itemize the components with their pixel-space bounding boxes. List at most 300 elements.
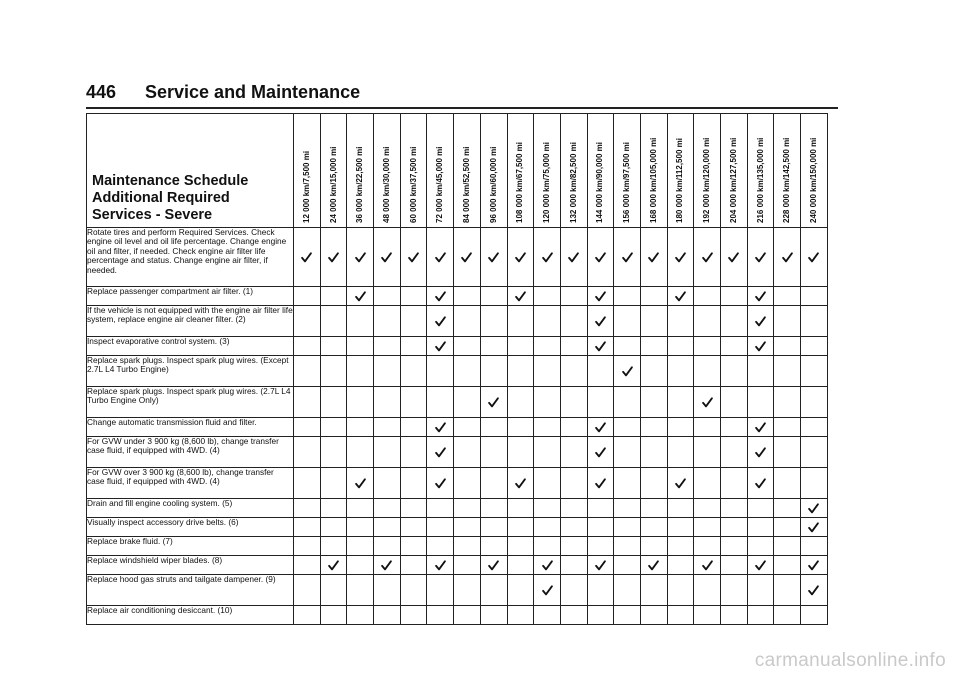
table-row [87, 228, 828, 287]
schedule-cell [427, 606, 454, 625]
schedule-cell [801, 606, 828, 625]
schedule-cell [534, 287, 561, 306]
schedule-cell [667, 306, 694, 337]
schedule-cell [320, 306, 347, 337]
schedule-cell [587, 437, 614, 468]
schedule-cell [614, 575, 641, 606]
table-row [87, 306, 828, 337]
schedule-cell [667, 387, 694, 418]
checkmark-icon [435, 478, 446, 489]
schedule-cell [560, 575, 587, 606]
schedule-cell [507, 306, 534, 337]
schedule-cell [480, 606, 507, 625]
schedule-cell [747, 556, 774, 575]
schedule-cell [427, 556, 454, 575]
schedule-cell [507, 518, 534, 537]
service-description: Change automatic transmission fluid and filter. [87, 418, 294, 437]
schedule-cell [294, 556, 321, 575]
schedule-cell [534, 437, 561, 468]
schedule-cell [694, 418, 721, 437]
schedule-cell [640, 556, 667, 575]
schedule-cell [747, 575, 774, 606]
schedule-cell [747, 537, 774, 556]
schedule-cell [801, 556, 828, 575]
schedule-cell [614, 306, 641, 337]
column-header-label: 48 000 km/30,000 mi [381, 146, 391, 223]
service-description: Replace windshield wiper blades. (8) [87, 556, 294, 575]
schedule-cell [640, 518, 667, 537]
schedule-cell [534, 537, 561, 556]
schedule-cell [801, 575, 828, 606]
schedule-cell [400, 306, 427, 337]
checkmark-icon [435, 316, 446, 327]
schedule-cell [534, 606, 561, 625]
checkmark-icon [755, 316, 766, 327]
schedule-cell [320, 575, 347, 606]
column-header [480, 114, 507, 228]
table-row [87, 337, 828, 356]
schedule-cell [347, 606, 374, 625]
schedule-cell [721, 418, 748, 437]
checkmark-icon [648, 252, 659, 263]
schedule-cell [427, 518, 454, 537]
schedule-cell [294, 575, 321, 606]
schedule-cell [747, 499, 774, 518]
schedule-cell [667, 537, 694, 556]
schedule-cell [374, 556, 401, 575]
schedule-cell [427, 387, 454, 418]
schedule-cell [454, 537, 481, 556]
checkmark-icon [808, 252, 819, 263]
schedule-cell [721, 306, 748, 337]
schedule-cell [427, 228, 454, 287]
schedule-cell [721, 228, 748, 287]
schedule-cell [427, 337, 454, 356]
schedule-cell [320, 556, 347, 575]
schedule-cell [694, 437, 721, 468]
schedule-cell [560, 437, 587, 468]
schedule-cell [587, 537, 614, 556]
service-description: Replace air conditioning desiccant. (10) [87, 606, 294, 625]
schedule-cell [294, 518, 321, 537]
schedule-cell [747, 468, 774, 499]
schedule-cell [534, 306, 561, 337]
schedule-cell [587, 556, 614, 575]
checkmark-icon [755, 478, 766, 489]
checkmark-icon [435, 447, 446, 458]
schedule-cell [400, 606, 427, 625]
schedule-cell [774, 387, 801, 418]
schedule-cell [801, 418, 828, 437]
schedule-cell [614, 518, 641, 537]
column-header-label: 96 000 km/60,000 mi [488, 146, 498, 223]
schedule-cell [721, 606, 748, 625]
schedule-cell [400, 287, 427, 306]
column-header [534, 114, 561, 228]
schedule-cell [507, 387, 534, 418]
schedule-cell [480, 356, 507, 387]
schedule-cell [721, 437, 748, 468]
checkmark-icon [435, 422, 446, 433]
schedule-cell [721, 468, 748, 499]
column-header [774, 114, 801, 228]
schedule-cell [587, 287, 614, 306]
schedule-cell [400, 387, 427, 418]
schedule-cell [320, 287, 347, 306]
column-header [721, 114, 748, 228]
table-row [87, 518, 828, 537]
schedule-cell [454, 606, 481, 625]
schedule-cell [721, 537, 748, 556]
schedule-cell [640, 356, 667, 387]
column-header-label: 204 000 km/127,500 mi [728, 137, 738, 223]
schedule-cell [587, 337, 614, 356]
schedule-cell [374, 228, 401, 287]
column-header [294, 114, 321, 228]
schedule-cell [614, 537, 641, 556]
schedule-cell [801, 356, 828, 387]
schedule-cell [320, 337, 347, 356]
schedule-cell [534, 418, 561, 437]
schedule-cell [507, 575, 534, 606]
schedule-cell [721, 556, 748, 575]
table-row [87, 356, 828, 387]
schedule-cell [320, 437, 347, 468]
schedule-cell [374, 356, 401, 387]
column-header-label: 12 000 km/7,500 mi [301, 150, 311, 223]
schedule-cell [667, 337, 694, 356]
schedule-cell [560, 228, 587, 287]
checkmark-icon [622, 366, 633, 377]
checkmark-icon [355, 291, 366, 302]
service-description: For GVW under 3 900 kg (8,600 lb), change transfer case fluid, if equipped with 4WD. (4) [87, 437, 294, 468]
schedule-cell [534, 499, 561, 518]
schedule-cell [347, 418, 374, 437]
schedule-cell [507, 337, 534, 356]
schedule-cell [454, 499, 481, 518]
watermark: carmanualsonline.info [754, 650, 946, 671]
schedule-cell [400, 556, 427, 575]
schedule-cell [614, 606, 641, 625]
schedule-cell [400, 228, 427, 287]
schedule-cell [454, 418, 481, 437]
checkmark-icon [568, 252, 579, 263]
schedule-cell [480, 287, 507, 306]
schedule-cell [534, 556, 561, 575]
schedule-cell [614, 228, 641, 287]
service-description: Replace brake fluid. (7) [87, 537, 294, 556]
column-header-label: 192 000 km/120,000 mi [702, 137, 712, 223]
checkmark-icon [515, 478, 526, 489]
checkmark-icon [515, 291, 526, 302]
checkmark-icon [542, 560, 553, 571]
column-header [560, 114, 587, 228]
schedule-cell [694, 556, 721, 575]
schedule-cell [454, 228, 481, 287]
checkmark-icon [595, 291, 606, 302]
schedule-cell [614, 437, 641, 468]
schedule-cell [374, 537, 401, 556]
schedule-cell [774, 337, 801, 356]
schedule-cell [427, 468, 454, 499]
table-row [87, 556, 828, 575]
schedule-cell [694, 387, 721, 418]
schedule-cell [747, 387, 774, 418]
checkmark-icon [488, 397, 499, 408]
schedule-cell [694, 287, 721, 306]
schedule-cell [801, 387, 828, 418]
schedule-cell [480, 437, 507, 468]
schedule-cell [747, 518, 774, 537]
schedule-cell [747, 337, 774, 356]
schedule-cell [667, 356, 694, 387]
schedule-cell [747, 606, 774, 625]
schedule-cell [480, 575, 507, 606]
schedule-cell [640, 468, 667, 499]
checkmark-icon [355, 252, 366, 263]
schedule-cell [374, 606, 401, 625]
checkmark-icon [595, 560, 606, 571]
schedule-cell [374, 575, 401, 606]
schedule-cell [294, 606, 321, 625]
table-title-line: Maintenance Schedule [92, 173, 249, 189]
column-header [454, 114, 481, 228]
checkmark-icon [595, 341, 606, 352]
schedule-cell [507, 437, 534, 468]
schedule-cell [534, 468, 561, 499]
schedule-cell [747, 287, 774, 306]
checkmark-icon [702, 252, 713, 263]
schedule-cell [374, 337, 401, 356]
schedule-cell [560, 418, 587, 437]
column-header [347, 114, 374, 228]
schedule-cell [560, 356, 587, 387]
checkmark-icon [488, 560, 499, 571]
schedule-cell [507, 499, 534, 518]
schedule-cell [640, 437, 667, 468]
checkmark-icon [755, 252, 766, 263]
schedule-cell [480, 499, 507, 518]
schedule-cell [640, 499, 667, 518]
schedule-cell [801, 468, 828, 499]
schedule-cell [454, 556, 481, 575]
schedule-cell [694, 518, 721, 537]
column-header-label: 168 000 km/105,000 mi [648, 137, 658, 223]
schedule-cell [347, 537, 374, 556]
schedule-cell [721, 575, 748, 606]
checkmark-icon [595, 422, 606, 433]
schedule-cell [454, 387, 481, 418]
schedule-cell [667, 228, 694, 287]
maintenance-schedule-table [86, 113, 828, 625]
column-header-label: 228 000 km/142,500 mi [782, 137, 792, 223]
schedule-cell [694, 606, 721, 625]
table-title [87, 114, 294, 228]
checkmark-icon [515, 252, 526, 263]
schedule-cell [640, 537, 667, 556]
schedule-cell [534, 356, 561, 387]
schedule-cell [640, 387, 667, 418]
schedule-cell [801, 518, 828, 537]
schedule-cell [534, 518, 561, 537]
column-header [640, 114, 667, 228]
schedule-cell [774, 575, 801, 606]
schedule-cell [774, 437, 801, 468]
schedule-cell [747, 418, 774, 437]
schedule-cell [667, 556, 694, 575]
column-header-label: 240 000 km/150,000 mi [808, 137, 818, 223]
checkmark-icon [648, 560, 659, 571]
schedule-cell [454, 575, 481, 606]
checkmark-icon [595, 252, 606, 263]
column-header-label: 60 000 km/37,500 mi [408, 146, 418, 223]
checkmark-icon [381, 560, 392, 571]
table-row [87, 387, 828, 418]
schedule-cell [294, 228, 321, 287]
checkmark-icon [702, 560, 713, 571]
schedule-cell [480, 518, 507, 537]
schedule-cell [374, 387, 401, 418]
schedule-cell [667, 287, 694, 306]
schedule-cell [560, 468, 587, 499]
service-description: Drain and fill engine cooling system. (5) [87, 499, 294, 518]
schedule-cell [294, 537, 321, 556]
schedule-cell [614, 387, 641, 418]
schedule-cell [374, 418, 401, 437]
checkmark-icon [702, 397, 713, 408]
schedule-cell [560, 306, 587, 337]
schedule-cell [774, 468, 801, 499]
schedule-cell [374, 518, 401, 537]
schedule-cell [747, 437, 774, 468]
schedule-cell [480, 337, 507, 356]
schedule-cell [534, 228, 561, 287]
schedule-cell [774, 356, 801, 387]
checkmark-icon [808, 560, 819, 571]
checkmark-icon [355, 478, 366, 489]
table-body [87, 228, 828, 625]
schedule-cell [374, 437, 401, 468]
table-row [87, 437, 828, 468]
checkmark-icon [408, 252, 419, 263]
table-row [87, 537, 828, 556]
column-header [694, 114, 721, 228]
schedule-cell [560, 556, 587, 575]
schedule-cell [640, 287, 667, 306]
schedule-cell [747, 306, 774, 337]
checkmark-icon [675, 291, 686, 302]
schedule-cell [294, 387, 321, 418]
schedule-cell [294, 337, 321, 356]
table-row [87, 575, 828, 606]
schedule-cell [667, 437, 694, 468]
schedule-cell [560, 337, 587, 356]
schedule-cell [614, 356, 641, 387]
checkmark-icon [755, 447, 766, 458]
schedule-cell [320, 356, 347, 387]
schedule-cell [587, 518, 614, 537]
schedule-cell [347, 499, 374, 518]
schedule-cell [560, 606, 587, 625]
schedule-cell [640, 575, 667, 606]
schedule-cell [694, 228, 721, 287]
schedule-cell [454, 468, 481, 499]
table-title-line: Additional Required [92, 190, 230, 206]
schedule-cell [427, 306, 454, 337]
schedule-cell [400, 418, 427, 437]
schedule-cell [694, 537, 721, 556]
schedule-cell [534, 337, 561, 356]
schedule-cell [400, 499, 427, 518]
checkmark-icon [328, 560, 339, 571]
column-header [587, 114, 614, 228]
checkmark-icon [595, 316, 606, 327]
schedule-cell [801, 337, 828, 356]
page-title: Service and Maintenance [145, 82, 361, 102]
checkmark-icon [675, 478, 686, 489]
checkmark-icon [595, 447, 606, 458]
schedule-cell [427, 575, 454, 606]
column-header [747, 114, 774, 228]
schedule-cell [294, 437, 321, 468]
schedule-cell [667, 575, 694, 606]
checkmark-icon [595, 478, 606, 489]
column-header-label: 144 000 km/90,000 mi [595, 142, 605, 223]
checkmark-icon [728, 252, 739, 263]
column-header-label: 180 000 km/112,500 mi [675, 138, 685, 223]
schedule-cell [667, 418, 694, 437]
schedule-cell [721, 287, 748, 306]
schedule-cell [480, 387, 507, 418]
schedule-cell [560, 499, 587, 518]
schedule-cell [587, 356, 614, 387]
column-header [400, 114, 427, 228]
schedule-cell [347, 356, 374, 387]
schedule-cell [721, 518, 748, 537]
schedule-cell [614, 468, 641, 499]
schedule-cell [694, 468, 721, 499]
schedule-cell [294, 499, 321, 518]
column-header-label: 36 000 km/22,500 mi [355, 146, 365, 223]
schedule-cell [507, 287, 534, 306]
schedule-cell [747, 228, 774, 287]
schedule-cell [454, 287, 481, 306]
schedule-cell [347, 306, 374, 337]
schedule-cell [694, 306, 721, 337]
schedule-cell [587, 499, 614, 518]
schedule-cell [320, 537, 347, 556]
schedule-cell [614, 418, 641, 437]
schedule-cell [427, 356, 454, 387]
schedule-cell [667, 468, 694, 499]
schedule-cell [774, 606, 801, 625]
schedule-cell [587, 575, 614, 606]
schedule-cell [614, 337, 641, 356]
column-header [507, 114, 534, 228]
column-header [427, 114, 454, 228]
schedule-cell [294, 287, 321, 306]
schedule-cell [694, 575, 721, 606]
schedule-cell [400, 356, 427, 387]
schedule-cell [694, 356, 721, 387]
service-description: Replace hood gas struts and tailgate dampener. (9) [87, 575, 294, 606]
schedule-cell [400, 518, 427, 537]
schedule-cell [400, 437, 427, 468]
schedule-cell [507, 356, 534, 387]
table-row [87, 468, 828, 499]
schedule-cell [640, 606, 667, 625]
checkmark-icon [381, 252, 392, 263]
